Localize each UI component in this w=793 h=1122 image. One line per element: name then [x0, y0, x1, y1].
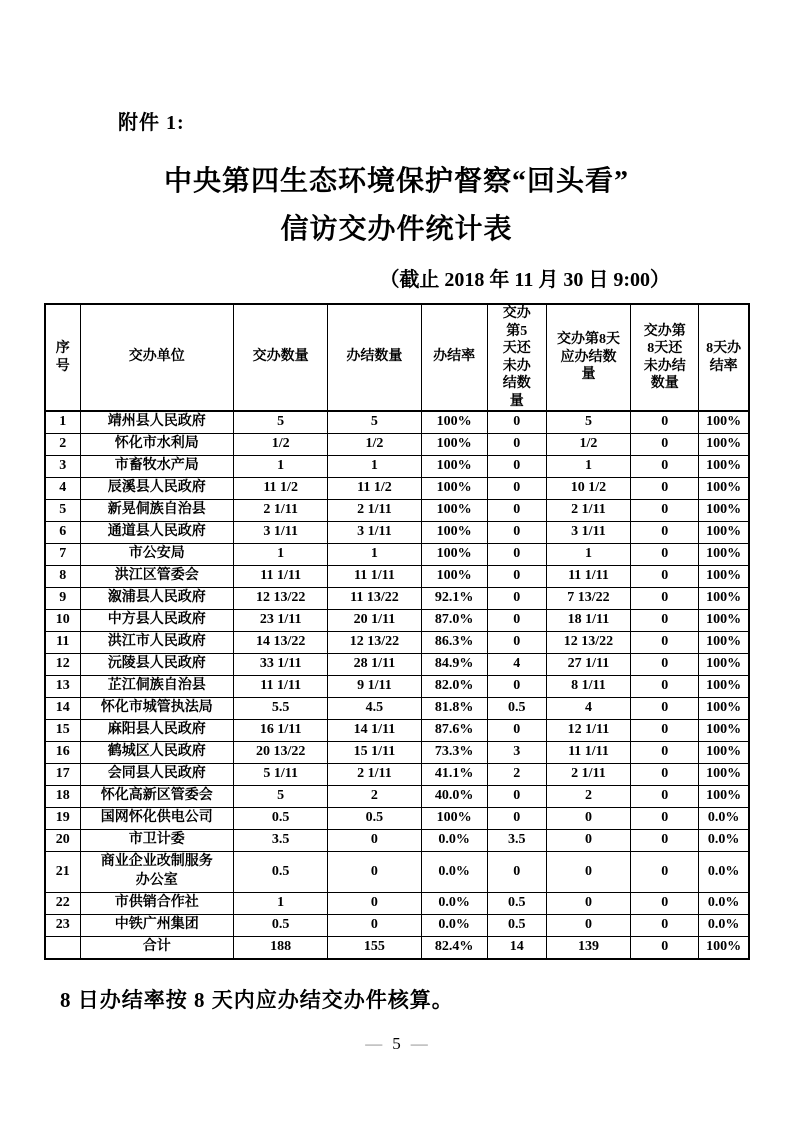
column-header	[328, 304, 421, 411]
table-cell: 14 1/11	[328, 719, 421, 741]
table-cell: 0	[487, 565, 546, 587]
table-cell: 84.9%	[421, 653, 487, 675]
table-cell: 1	[234, 455, 328, 477]
table-cell: 2	[45, 433, 80, 455]
table-cell: 100%	[699, 741, 749, 763]
table-row	[45, 719, 749, 741]
table-cell: 3 1/11	[234, 521, 328, 543]
table-cell: 11 1/11	[234, 565, 328, 587]
table-cell: 0	[546, 851, 630, 892]
table-cell: 100%	[421, 499, 487, 521]
table-row	[45, 631, 749, 653]
table-cell: 73.3%	[421, 741, 487, 763]
table-cell: 0	[631, 411, 699, 433]
column-header	[699, 304, 749, 411]
table-cell: 14	[487, 936, 546, 958]
table-cell: 100%	[699, 785, 749, 807]
table-row	[45, 499, 749, 521]
table-cell: 0	[546, 829, 630, 851]
table-row	[45, 455, 749, 477]
table-cell: 9 1/11	[328, 675, 421, 697]
table-cell: 92.1%	[421, 587, 487, 609]
table-cell: 2	[328, 785, 421, 807]
table-cell: 82.4%	[421, 936, 487, 958]
table-cell: 0	[487, 631, 546, 653]
table-cell: 100%	[699, 936, 749, 958]
table-cell: 100%	[421, 565, 487, 587]
table-cell: 0	[631, 455, 699, 477]
table-cell: 0.0%	[421, 892, 487, 914]
table-cell: 11 1/2	[234, 477, 328, 499]
table-row	[45, 741, 749, 763]
table-row	[45, 433, 749, 455]
table-cell: 10	[45, 609, 80, 631]
column-header-label: 交办第8天应办结数量	[556, 332, 620, 383]
table-cell	[80, 653, 233, 675]
table-row	[45, 851, 749, 892]
table-cell: 14	[45, 697, 80, 719]
unit-name: 市畜牧水产局	[114, 457, 199, 473]
table-cell: 0	[631, 851, 699, 892]
table-cell: 1/2	[546, 433, 630, 455]
column-header	[546, 304, 630, 411]
table-body	[45, 411, 749, 959]
table-cell: 3 1/11	[546, 521, 630, 543]
table-cell: 0.0%	[421, 851, 487, 892]
table-cell	[80, 609, 233, 631]
table-cell: 0.0%	[699, 892, 749, 914]
table-cell: 100%	[421, 455, 487, 477]
table-cell: 81.8%	[421, 697, 487, 719]
table-cell: 0.5	[234, 807, 328, 829]
table-cell: 87.0%	[421, 609, 487, 631]
table-cell: 8 1/11	[546, 675, 630, 697]
table-cell: 0	[487, 411, 546, 433]
table-cell: 0	[631, 936, 699, 958]
table-cell: 0	[487, 675, 546, 697]
table-cell: 0	[631, 763, 699, 785]
table-cell	[80, 521, 233, 543]
column-header-label: 序号	[55, 341, 70, 374]
table-cell: 0	[631, 807, 699, 829]
table-cell: 0	[631, 785, 699, 807]
table-cell: 0	[631, 829, 699, 851]
table-cell	[80, 411, 233, 433]
column-header-label: 交办第5天还未办结数量	[502, 306, 531, 409]
table-cell: 1	[546, 455, 630, 477]
table-cell: 0	[631, 719, 699, 741]
table-cell: 0	[487, 477, 546, 499]
unit-name: 市公安局	[128, 545, 185, 561]
unit-name: 合计	[142, 938, 171, 954]
table-cell: 0	[487, 851, 546, 892]
table-cell: 0	[631, 543, 699, 565]
table-cell: 20 13/22	[234, 741, 328, 763]
table-cell: 0	[631, 477, 699, 499]
unit-name: 通道县人民政府	[107, 523, 206, 539]
footnote: 8 日办结率按 8 天内应办结交办件核算。	[60, 988, 454, 1012]
column-header	[80, 304, 233, 411]
table-cell: 11 1/11	[234, 675, 328, 697]
table-cell	[80, 587, 233, 609]
table-cell: 0	[631, 609, 699, 631]
table-cell: 11 1/11	[328, 565, 421, 587]
table-cell	[80, 892, 233, 914]
table-cell: 1	[328, 543, 421, 565]
table-cell: 100%	[699, 521, 749, 543]
table-cell: 27 1/11	[546, 653, 630, 675]
table-cell: 0	[631, 521, 699, 543]
table-cell: 0	[487, 455, 546, 477]
unit-name: 国网怀化供电公司	[100, 809, 213, 825]
column-header-label: 交办第8天还未办结数量	[643, 323, 686, 391]
table-cell: 20 1/11	[328, 609, 421, 631]
table-row	[45, 763, 749, 785]
table-cell: 11 1/2	[328, 477, 421, 499]
table-cell: 188	[234, 936, 328, 958]
unit-name: 怀化市城管执法局	[100, 699, 213, 715]
unit-name: 市供销合作社	[114, 894, 199, 910]
table-cell: 40.0%	[421, 785, 487, 807]
table-row	[45, 653, 749, 675]
table-row	[45, 785, 749, 807]
table-cell: 1	[234, 543, 328, 565]
unit-name: 洪江市人民政府	[107, 633, 206, 649]
column-header-label: 交办数量	[252, 349, 309, 365]
table-cell: 0	[631, 675, 699, 697]
table-cell: 0	[328, 829, 421, 851]
table-cell: 100%	[699, 411, 749, 433]
table-cell: 41.1%	[421, 763, 487, 785]
column-header-label: 办结数量	[346, 349, 403, 365]
table-cell: 0	[487, 785, 546, 807]
table-cell: 155	[328, 936, 421, 958]
table-cell: 2 1/11	[546, 763, 630, 785]
table-cell: 33 1/11	[234, 653, 328, 675]
table-cell: 22	[45, 892, 80, 914]
table-cell: 0	[487, 587, 546, 609]
table-row	[45, 477, 749, 499]
table-cell: 0	[631, 741, 699, 763]
table-cell	[80, 763, 233, 785]
table-cell: 100%	[699, 653, 749, 675]
table-cell: 0	[328, 914, 421, 936]
column-header	[631, 304, 699, 411]
table-cell	[80, 433, 233, 455]
table-cell: 100%	[699, 455, 749, 477]
unit-name: 麻阳县人民政府	[107, 721, 206, 737]
table-cell: 0	[546, 807, 630, 829]
table-cell: 0.5	[328, 807, 421, 829]
page-number-value: 5	[392, 1034, 401, 1053]
table-header-row	[45, 304, 749, 411]
table-cell	[80, 697, 233, 719]
table-row	[45, 807, 749, 829]
table-cell: 15	[45, 719, 80, 741]
unit-name: 市卫计委	[128, 831, 185, 847]
table-cell: 0	[631, 631, 699, 653]
table-cell: 87.6%	[421, 719, 487, 741]
table-cell: 100%	[699, 433, 749, 455]
table-cell: 4	[45, 477, 80, 499]
table-cell: 100%	[699, 609, 749, 631]
table-cell: 11	[45, 631, 80, 653]
table-cell: 11 1/11	[546, 565, 630, 587]
table-cell: 5	[546, 411, 630, 433]
table-cell	[80, 829, 233, 851]
table-cell: 5	[234, 411, 328, 433]
attachment-label: 附件 1:	[118, 112, 185, 134]
table-cell	[80, 719, 233, 741]
title-line-2: 信访交办件统计表	[280, 214, 513, 245]
table-cell: 100%	[699, 587, 749, 609]
table-cell: 12 13/22	[546, 631, 630, 653]
table-cell: 15 1/11	[328, 741, 421, 763]
unit-name: 溆浦县人民政府	[107, 589, 206, 605]
column-header	[487, 304, 546, 411]
table-cell: 3 1/11	[328, 521, 421, 543]
table-cell: 100%	[699, 675, 749, 697]
table-cell: 0	[631, 587, 699, 609]
table-cell: 4.5	[328, 697, 421, 719]
table-cell: 5	[328, 411, 421, 433]
table-cell	[80, 741, 233, 763]
table-row	[45, 411, 749, 433]
table-cell: 2	[487, 763, 546, 785]
table-cell	[45, 936, 80, 958]
table-cell: 13	[45, 675, 80, 697]
column-header-label: 交办单位	[128, 349, 185, 365]
table-cell: 21	[45, 851, 80, 892]
table-cell: 100%	[699, 499, 749, 521]
table-cell: 0	[546, 892, 630, 914]
table-cell	[80, 499, 233, 521]
unit-name: 商业企业改制服务办公室	[100, 853, 213, 888]
table-cell: 2 1/11	[234, 499, 328, 521]
as-of-date-note: （截止 2018 年 11 月 30 日 9:00）	[379, 269, 670, 291]
table-cell: 139	[546, 936, 630, 958]
unit-name: 洪江区管委会	[114, 567, 199, 583]
table-cell: 0	[487, 499, 546, 521]
statistics-table	[44, 303, 750, 960]
table-cell: 0.5	[487, 892, 546, 914]
table-cell: 0	[487, 609, 546, 631]
table-row	[45, 829, 749, 851]
unit-name: 辰溪县人民政府	[107, 479, 206, 495]
table-cell: 0	[328, 892, 421, 914]
title-line-1: 中央第四生态环境保护督察“回头看”	[163, 166, 629, 197]
column-header-label: 办结率	[433, 349, 476, 365]
column-header	[45, 304, 80, 411]
table-cell	[80, 631, 233, 653]
table-cell: 1/2	[234, 433, 328, 455]
unit-name: 沅陵县人民政府	[107, 655, 206, 671]
table-cell: 5	[234, 785, 328, 807]
table-cell: 100%	[421, 521, 487, 543]
page-number	[0, 1034, 793, 1054]
table-cell: 23 1/11	[234, 609, 328, 631]
table-row	[45, 697, 749, 719]
table-cell: 2 1/11	[546, 499, 630, 521]
table-cell: 1	[234, 892, 328, 914]
table-row	[45, 675, 749, 697]
page-dash-left: —	[365, 1034, 383, 1053]
table-cell: 100%	[699, 697, 749, 719]
table-cell: 3.5	[487, 829, 546, 851]
table-cell	[80, 936, 233, 958]
table-cell: 100%	[699, 719, 749, 741]
table-cell	[80, 477, 233, 499]
table-cell: 1	[45, 411, 80, 433]
table-row	[45, 587, 749, 609]
table-cell: 100%	[699, 477, 749, 499]
table-cell: 8	[45, 565, 80, 587]
table-cell: 12	[45, 653, 80, 675]
table-cell: 1	[546, 543, 630, 565]
table-cell: 18	[45, 785, 80, 807]
table-cell: 20	[45, 829, 80, 851]
column-header	[421, 304, 487, 411]
table-cell	[80, 455, 233, 477]
table-cell: 5 1/11	[234, 763, 328, 785]
table-cell: 0	[631, 653, 699, 675]
unit-name: 怀化高新区管委会	[100, 787, 213, 803]
unit-name: 新晃侗族自治县	[107, 501, 206, 517]
table-cell: 100%	[699, 763, 749, 785]
table-cell: 0.5	[234, 851, 328, 892]
table-cell: 3.5	[234, 829, 328, 851]
table-cell: 0	[487, 807, 546, 829]
table-cell: 100%	[421, 433, 487, 455]
table-cell: 2 1/11	[328, 499, 421, 521]
unit-name: 中方县人民政府	[107, 611, 206, 627]
table-cell: 0.0%	[699, 914, 749, 936]
table-cell: 28 1/11	[328, 653, 421, 675]
table-cell: 14 13/22	[234, 631, 328, 653]
table-cell: 0	[546, 914, 630, 936]
table-cell: 17	[45, 763, 80, 785]
table-cell: 100%	[699, 543, 749, 565]
table-cell: 0	[631, 892, 699, 914]
table-cell	[80, 543, 233, 565]
table-cell: 100%	[699, 631, 749, 653]
unit-name: 中铁广州集团	[114, 916, 199, 932]
table-cell	[80, 851, 233, 892]
table-cell: 2 1/11	[328, 763, 421, 785]
table-cell: 18 1/11	[546, 609, 630, 631]
table-row	[45, 609, 749, 631]
table-row	[45, 565, 749, 587]
table-cell: 16 1/11	[234, 719, 328, 741]
table-cell: 82.0%	[421, 675, 487, 697]
table-cell: 10 1/2	[546, 477, 630, 499]
table-cell: 100%	[421, 411, 487, 433]
table-cell: 1/2	[328, 433, 421, 455]
document-title	[0, 158, 793, 254]
table-cell	[80, 807, 233, 829]
table-cell: 0.5	[487, 697, 546, 719]
table-row	[45, 914, 749, 936]
table-cell: 11 13/22	[328, 587, 421, 609]
table-cell: 3	[487, 741, 546, 763]
table-cell: 7	[45, 543, 80, 565]
table-cell: 3	[45, 455, 80, 477]
table-cell: 100%	[421, 807, 487, 829]
table-cell: 0.5	[234, 914, 328, 936]
table-cell	[80, 914, 233, 936]
table-row	[45, 892, 749, 914]
unit-name: 鹤城区人民政府	[107, 743, 206, 759]
table-cell: 0	[487, 543, 546, 565]
table-cell: 5	[45, 499, 80, 521]
table-cell: 2	[546, 785, 630, 807]
table-cell: 4	[546, 697, 630, 719]
table-cell: 0.0%	[421, 914, 487, 936]
table-cell: 0	[631, 697, 699, 719]
table-cell: 0	[631, 914, 699, 936]
unit-name: 芷江侗族自治县	[107, 677, 206, 693]
table-cell: 6	[45, 521, 80, 543]
total-row	[45, 936, 749, 958]
table-cell: 0.0%	[699, 807, 749, 829]
table-cell: 16	[45, 741, 80, 763]
table-cell: 9	[45, 587, 80, 609]
table-row	[45, 543, 749, 565]
table-cell: 0.5	[487, 914, 546, 936]
table-cell: 19	[45, 807, 80, 829]
table-cell: 0.0%	[699, 851, 749, 892]
table-cell: 0	[328, 851, 421, 892]
table-cell: 0	[631, 565, 699, 587]
table-cell: 100%	[421, 477, 487, 499]
table-cell: 11 1/11	[546, 741, 630, 763]
table-cell: 7 13/22	[546, 587, 630, 609]
table-cell: 100%	[699, 565, 749, 587]
table-cell	[80, 785, 233, 807]
table-cell: 100%	[421, 543, 487, 565]
table-cell: 0	[631, 433, 699, 455]
table-cell	[80, 675, 233, 697]
table-cell: 23	[45, 914, 80, 936]
table-cell: 4	[487, 653, 546, 675]
table-cell: 0	[487, 521, 546, 543]
table-cell: 0	[487, 719, 546, 741]
table-cell: 5.5	[234, 697, 328, 719]
table-cell: 1	[328, 455, 421, 477]
table-row	[45, 521, 749, 543]
table-cell: 12 13/22	[234, 587, 328, 609]
table-cell: 0.0%	[421, 829, 487, 851]
page-dash-right: —	[410, 1034, 428, 1053]
table-cell: 86.3%	[421, 631, 487, 653]
unit-name: 怀化市水利局	[114, 435, 199, 451]
column-header-label: 8天办结率	[706, 341, 742, 374]
table-cell: 12 13/22	[328, 631, 421, 653]
table-cell: 0	[631, 499, 699, 521]
unit-name: 靖州县人民政府	[107, 414, 206, 429]
table-cell	[80, 565, 233, 587]
table-cell: 12 1/11	[546, 719, 630, 741]
table-cell: 0	[487, 433, 546, 455]
unit-name: 会同县人民政府	[107, 765, 206, 781]
column-header	[234, 304, 328, 411]
table-cell: 0.0%	[699, 829, 749, 851]
